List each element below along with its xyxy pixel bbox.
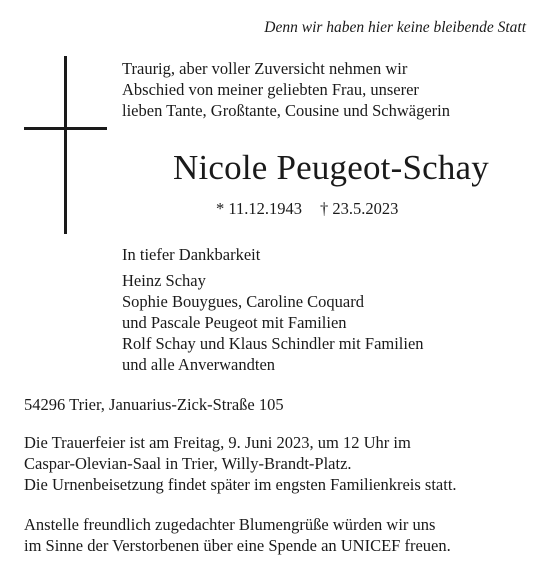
ceremony-info <box>24 432 457 495</box>
intro-line: lieben Tante, Großtante, Cousine und Schwägerin <box>122 101 451 120</box>
address-line: 54296 Trier, Januarius-Zick-Straße 105 <box>24 395 284 414</box>
deceased-name: Nicole Peugeot-Schay <box>173 148 489 187</box>
ceremony-line: Caspar-Olevian-Saal in Trier, Willy-Brandt-Platz. <box>24 454 352 473</box>
ceremony-line: Die Trauerfeier ist am Freitag, 9. Juni 2023, um 12 Uhr im <box>24 433 411 452</box>
intro-line: Traurig, aber voller Zuversicht nehmen wir <box>122 59 408 78</box>
thanks-line: In tiefer Dankbarkeit <box>122 245 261 264</box>
motto-line: Denn wir haben hier keine bleibende Statt <box>264 19 526 36</box>
intro-line: Abschied von meiner geliebten Frau, unserer <box>122 80 419 99</box>
donation-line: im Sinne der Verstorbenen über eine Spende an UNICEF freuen. <box>24 536 451 555</box>
ceremony-line: Die Urnenbeisetzung findet später im engsten Familienkreis statt. <box>24 475 457 494</box>
cross-vertical-bar <box>64 56 67 234</box>
donation-line: Anstelle freundlich zugedachter Blumengrüße würden wir uns <box>24 515 436 534</box>
mourners-list <box>122 270 424 375</box>
life-dates <box>216 198 398 219</box>
death-date: † 23.5.2023 <box>320 199 399 218</box>
mourner-line: Rolf Schay und Klaus Schindler mit Familien <box>122 334 424 353</box>
cross-horizontal-bar <box>24 127 107 130</box>
mourner-line: Sophie Bouygues, Caroline Coquard <box>122 292 364 311</box>
mourner-line: Heinz Schay <box>122 271 206 290</box>
donation-request <box>24 514 451 556</box>
birth-date: * 11.12.1943 <box>216 199 303 218</box>
mourner-line: und Pascale Peugeot mit Familien <box>122 313 347 332</box>
cross-icon <box>24 56 107 234</box>
intro-text <box>122 58 450 121</box>
mourner-line: und alle Anverwandten <box>122 355 276 374</box>
